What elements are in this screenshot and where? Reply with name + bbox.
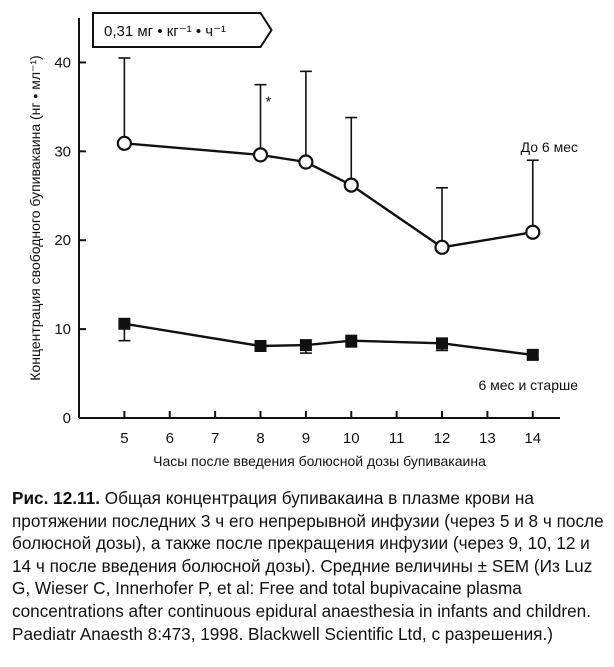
x-tick-label: 7 <box>210 430 220 447</box>
infusion-rate-label: 0,31 мг • кг⁻¹ • ч⁻¹ <box>104 23 226 40</box>
x-tick-label: 11 <box>388 430 405 447</box>
y-tick-label: 30 <box>54 143 71 161</box>
x-tick-label: 13 <box>479 430 496 447</box>
x-tick-label: 14 <box>524 430 542 447</box>
infusion-indicator <box>93 13 272 47</box>
significance-marker: * <box>265 93 272 111</box>
chart-text <box>27 54 578 469</box>
x-axis-title: Часы после введения болюсной дозы бупивакаина <box>153 453 486 469</box>
figure-caption <box>12 487 604 645</box>
x-tick-label: 8 <box>256 430 265 447</box>
data-point-square <box>436 337 448 349</box>
y-tick-label: 10 <box>54 321 71 339</box>
series-label-6-months-and-older: 6 мес и старше <box>478 376 578 393</box>
x-tick-label: 9 <box>301 430 311 447</box>
data-point-square <box>527 349 539 361</box>
data-point-circle <box>345 179 358 192</box>
data-point-square <box>118 318 130 330</box>
data-point-circle <box>436 241 449 254</box>
caption-text: Общая концентрация бупивакаина в плазме крови на протяжении последних 3 ч его непрерывной инфузии (через 5 и 8 ч после болюсной дозы), а также после прекращения инфузии (через 9, 10, 12 и 14 ч после введения болюсной дозы). Средние величины ± SEM (Из Luz G, Wieser C, Innerhofer P, et al: Free and total bupivacaine plasma concentrations after continuous epidural anaesthesia in infants and children. Paediatr Anaesth 8:473, 1998. Blackwell Scientific Ltd, с разрешения.) <box>12 488 604 644</box>
series-label-under-6-months: До 6 мес <box>520 139 578 156</box>
x-tick-label: 12 <box>433 430 451 447</box>
data-point-square <box>255 340 267 352</box>
axes <box>79 18 560 418</box>
series-line <box>124 324 532 355</box>
y-tick-label: 0 <box>62 410 71 427</box>
series-layer <box>118 58 539 361</box>
data-point-circle <box>118 137 131 150</box>
series-1 <box>118 58 539 254</box>
data-point-circle <box>526 226 539 239</box>
data-point-circle <box>254 148 267 161</box>
y-tick-label: 20 <box>54 232 71 250</box>
y-tick-label: 40 <box>54 54 71 72</box>
data-point-circle <box>299 156 312 169</box>
data-point-square <box>300 339 312 351</box>
y-axis-title: Концентрация свободного бупивакаина (нг • мл⁻¹) <box>27 55 43 381</box>
caption-label: Рис. 12.11. <box>12 488 100 508</box>
x-tick-label: 5 <box>120 430 129 447</box>
x-tick-label: 6 <box>165 430 174 447</box>
series-2 <box>118 318 538 361</box>
series-line <box>124 143 532 247</box>
data-point-square <box>345 335 357 347</box>
x-tick-label: 10 <box>342 430 360 447</box>
